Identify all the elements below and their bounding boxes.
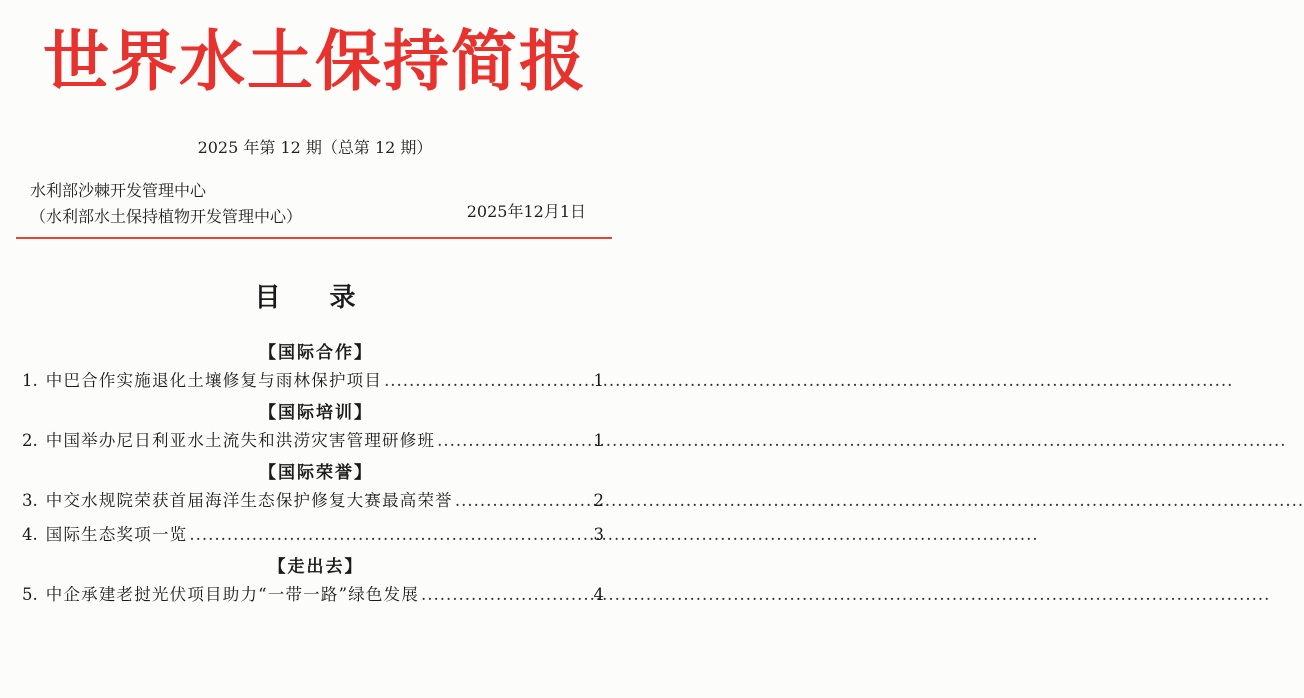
toc-entry[interactable] [22,486,604,520]
entry-number: 1. [22,371,38,390]
entry-title[interactable]: 中企承建老挝光伏项目助力“一带一路”绿色发展 [45,585,420,604]
leader-dots [384,366,591,396]
entry-title[interactable]: 中国举办尼日利亚水土流失和洪涝灾害管理研修班 [45,431,436,450]
toc-entry[interactable] [22,520,604,554]
toc-entry[interactable] [22,580,604,614]
entry-number: 3. [22,491,38,510]
leader-dots [189,520,591,550]
publisher-name: 水利部沙棘开发管理中心 [30,181,207,200]
entry-title[interactable]: 中巴合作实施退化土壤修复与雨林保护项目 [45,371,383,390]
toc-entry[interactable] [22,366,604,400]
toc-title: 目 录 [254,283,376,313]
entry-number: 4. [22,525,38,544]
toc-section [22,554,604,614]
leader-dots [455,486,592,516]
entry-page: 1 [593,371,604,390]
table-of-contents [22,340,604,614]
toc-section [22,460,604,554]
toc-section [22,400,604,460]
toc-section [22,340,604,400]
publication-date: 2025年12月1日 [466,202,586,221]
publisher-alt-name: （水利部水土保持植物开发管理中心） [30,207,303,226]
entry-title[interactable]: 中交水规院荣获首届海洋生态保护修复大赛最高荣誉 [45,491,453,510]
section-heading: 【走出去】 [268,557,364,577]
entry-page: 4 [593,585,604,604]
leader-dots [437,426,591,456]
leader-dots [421,580,591,610]
entry-number: 5. [22,585,38,604]
masthead-title: 世界水土保持简报 [43,23,587,100]
header-divider [16,237,612,239]
section-heading: 【国际合作】 [259,343,373,363]
toc-entry[interactable] [22,426,604,460]
issue-number: 2025 年第 12 期（总第 12 期） [197,138,433,157]
entry-title[interactable]: 国际生态奖项一览 [45,525,188,544]
entry-page: 3 [593,525,604,544]
entry-page: 1 [593,431,604,450]
section-heading: 【国际荣誉】 [259,463,373,483]
section-heading: 【国际培训】 [259,403,373,423]
entry-page: 2 [593,491,604,510]
publisher-block [30,178,302,230]
entry-number: 2. [22,431,38,450]
